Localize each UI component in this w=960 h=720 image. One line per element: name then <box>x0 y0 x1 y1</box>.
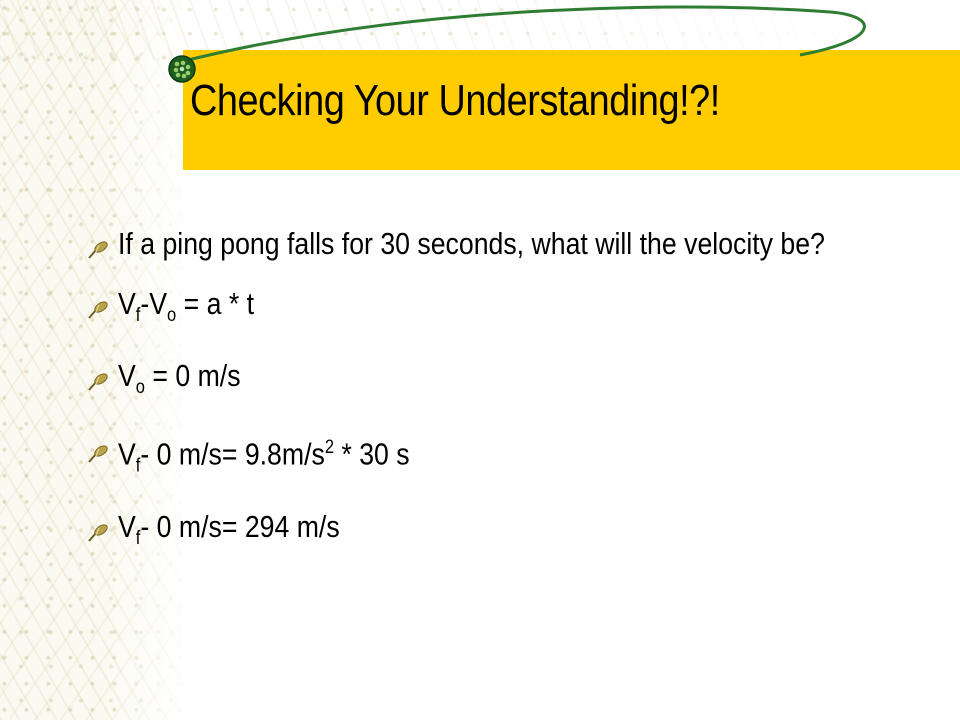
subscript: f <box>135 528 141 550</box>
bullet-text <box>118 426 410 489</box>
leaf-bullet-icon <box>86 290 110 314</box>
subscript: o <box>167 305 177 327</box>
bullet-text <box>118 354 241 410</box>
text-run: - 0 m/s= 294 m/s <box>140 508 340 544</box>
text-run: V <box>118 508 136 544</box>
bullet-text <box>118 282 254 338</box>
text-run: V <box>118 286 136 321</box>
text-run: * 30 s <box>334 436 410 472</box>
subscript: o <box>135 377 145 399</box>
superscript: 2 <box>324 437 335 459</box>
leaf-bullet-icon <box>86 362 110 386</box>
bullet-list <box>86 222 926 577</box>
subscript: f <box>135 455 141 477</box>
text-run: V <box>118 436 136 472</box>
bullet-item <box>86 282 926 338</box>
bullet-item <box>86 222 926 266</box>
leaf-bullet-icon <box>86 513 110 537</box>
text-run: If a ping pong falls for 30 seconds, what will the velocity be? <box>118 226 825 261</box>
leaf-bullet-icon <box>86 230 110 254</box>
bullet-item <box>86 426 926 489</box>
bullet-item <box>86 505 926 561</box>
slide-title: Checking Your Understanding!?! <box>190 76 720 125</box>
subscript: f <box>135 305 141 327</box>
bullet-item <box>86 354 926 410</box>
leaf-bullet-icon <box>86 434 110 458</box>
text-run: -V <box>140 286 168 321</box>
text-run: - 0 m/s= 9.8m/s <box>140 436 325 472</box>
bullet-text <box>118 222 858 266</box>
bullet-text <box>118 505 340 561</box>
text-run: V <box>118 358 136 394</box>
text-run: = 0 m/s <box>144 358 241 394</box>
text-run: = a * t <box>176 286 255 321</box>
